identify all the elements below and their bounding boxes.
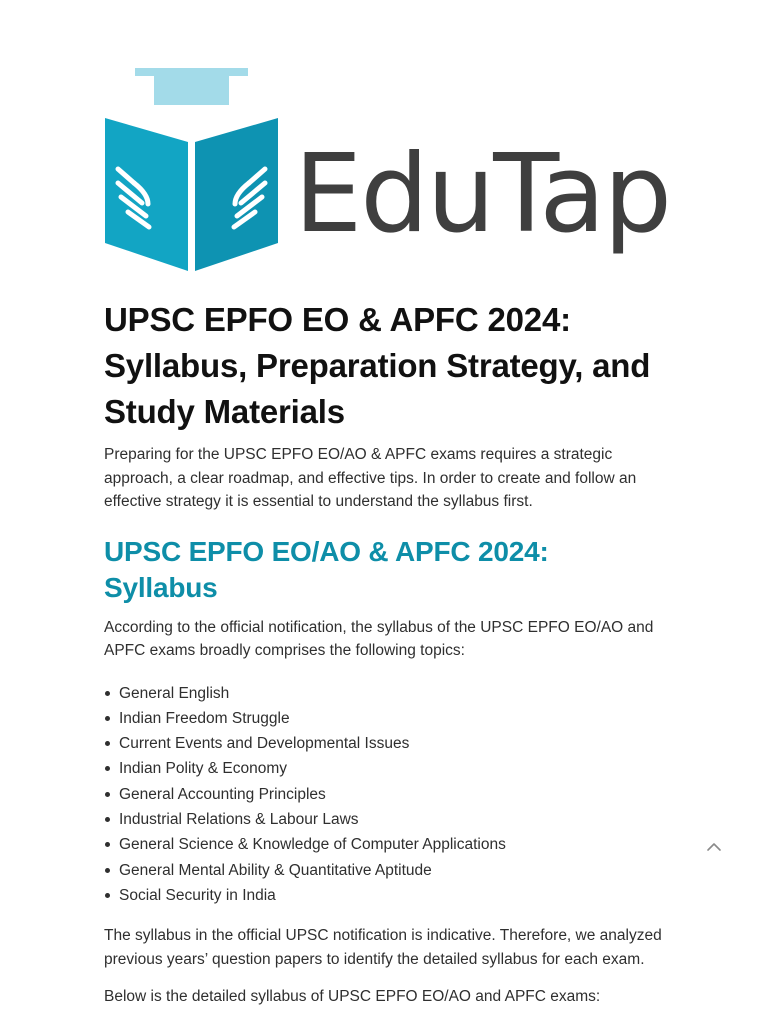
list-item: General Accounting Principles bbox=[119, 782, 669, 807]
list-item: General Science & Knowledge of Computer Applications bbox=[119, 832, 669, 857]
detailed-syllabus-lead-paragraph: Below is the detailed syllabus of UPSC EPFO EO/AO and APFC exams: bbox=[104, 988, 601, 1006]
syllabus-topic-list bbox=[104, 681, 669, 909]
list-item: Industrial Relations & Labour Laws bbox=[119, 807, 669, 832]
scroll-to-top-button[interactable] bbox=[705, 838, 723, 856]
edutap-wordmark: EduTap bbox=[294, 132, 671, 257]
edutap-logo bbox=[104, 66, 669, 271]
list-item: Social Security in India bbox=[119, 883, 669, 908]
document-page bbox=[104, 66, 669, 1009]
list-item: Indian Polity & Economy bbox=[119, 756, 669, 781]
edutap-book-icon bbox=[104, 66, 280, 271]
intro-paragraph: Preparing for the UPSC EPFO EO/AO & APFC exams requires a strategic approach, a clear roadmap, and effective tips. In order to create and follow an effective strategy it is essential to understand the syllabus first. bbox=[104, 446, 637, 510]
list-item: Current Events and Developmental Issues bbox=[119, 731, 669, 756]
article-title: UPSC EPFO EO & APFC 2024: Syllabus, Preparation Strategy, and Study Materials bbox=[104, 301, 651, 430]
chevron-up-icon bbox=[705, 838, 723, 856]
list-item: General English bbox=[119, 681, 669, 706]
syllabus-heading: UPSC EPFO EO/AO & APFC 2024: Syllabus bbox=[104, 535, 549, 603]
indicative-syllabus-paragraph: The syllabus in the official UPSC notification is indicative. Therefore, we analyzed previous years’ question papers to identify the detailed syllabus for each exam. bbox=[104, 927, 662, 968]
list-item: General Mental Ability & Quantitative Aptitude bbox=[119, 858, 669, 883]
syllabus-intro-paragraph: According to the official notification, the syllabus of the UPSC EPFO EO/AO and APFC exams broadly comprises the following topics: bbox=[104, 618, 654, 659]
list-item: Indian Freedom Struggle bbox=[119, 706, 669, 731]
